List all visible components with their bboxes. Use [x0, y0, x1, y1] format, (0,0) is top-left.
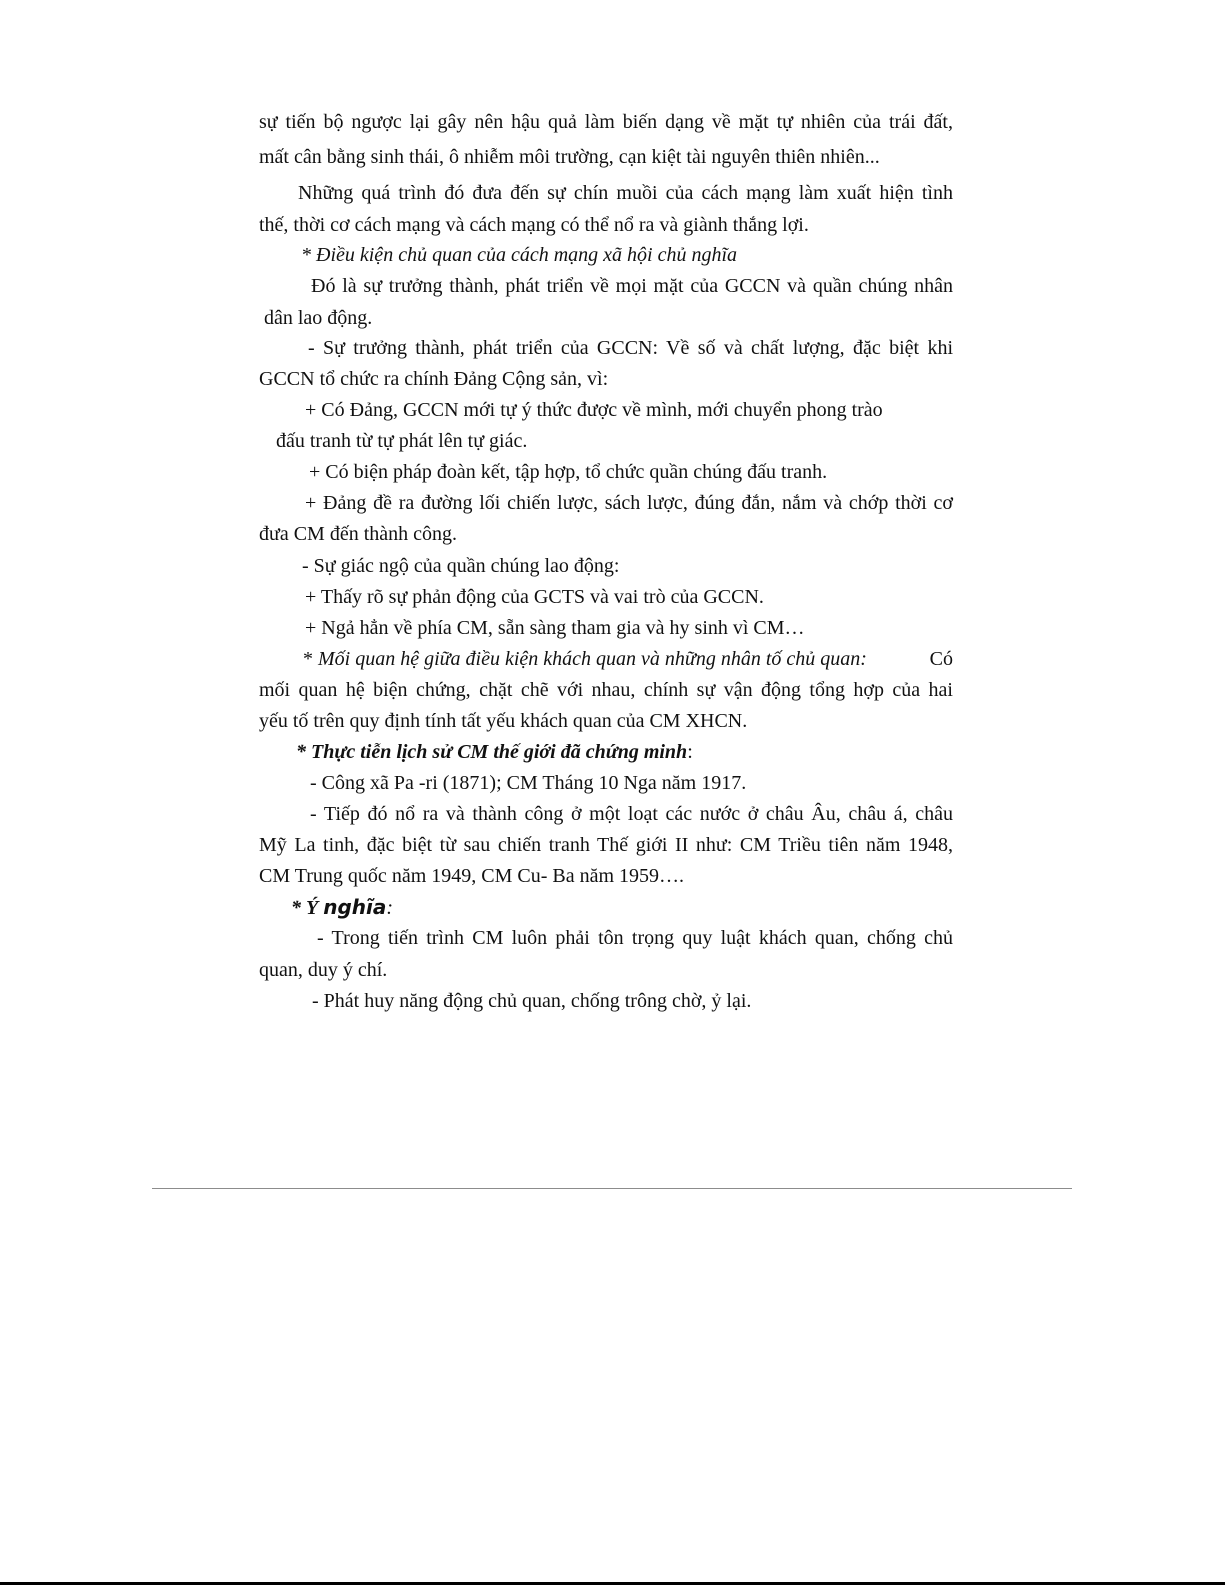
text-line: - Tiếp đó nổ ra và thành công ở một loạt các nước ở châu Âu, châu á, châu: [310, 803, 953, 825]
text-line: - Trong tiến trình CM luôn phải tôn trọng quy luật khách quan, chống chủ: [317, 927, 953, 949]
relation-heading: Mối quan hệ giữa điều kiện khách quan và những nhân tố chủ quan:: [318, 648, 867, 670]
relation-tail: Có: [919, 648, 953, 670]
text-line: Những quá trình đó đưa đến sự chín muồi của cách mạng làm xuất hiện tình: [298, 182, 953, 204]
text-line: CM Trung quốc năm 1949, CM Cu- Ba năm 1959….: [259, 865, 685, 887]
meaning-colon: :: [386, 897, 394, 919]
practice-colon: :: [687, 741, 693, 763]
text-line: - Sự giác ngộ của quần chúng lao động:: [302, 555, 620, 577]
text-line: GCCN tổ chức ra chính Đảng Cộng sản, vì:: [259, 368, 609, 390]
text-line: + Thấy rõ sự phản động của GCTS và vai trò của GCCN.: [305, 586, 764, 608]
practice-line: [296, 740, 693, 764]
text-line: sự tiến bộ ngược lại gây nên hậu quả làm biến dạng về mặt tự nhiên của trái đất,: [259, 111, 953, 133]
section-heading: * Điều kiện chủ quan của cách mạng xã hội chủ nghĩa: [301, 244, 738, 266]
text-line: - Sự trưởng thành, phát triển của GCCN: Về số và chất lượng, đặc biệt khi: [308, 337, 953, 359]
text-line: đưa CM đến thành công.: [259, 523, 458, 545]
text-line: + Ngả hẳn về phía CM, sẵn sàng tham gia và hy sinh vì CM…: [305, 617, 805, 639]
text-line: mối quan hệ biện chứng, chặt chẽ với nhau, chính sự vận động tổng hợp của hai: [259, 679, 953, 701]
relation-line: [303, 647, 953, 671]
footer-divider: [152, 1188, 1072, 1189]
text-line: - Phát huy năng động chủ quan, chống trông chờ, ỷ lại.: [312, 990, 752, 1012]
text-line: dân lao động.: [264, 307, 373, 329]
relation-marker: *: [303, 648, 318, 670]
text-line: đấu tranh từ tự phát lên tự giác.: [276, 430, 528, 452]
text-line: + Đảng đề ra đường lối chiến lược, sách lược, đúng đắn, nắm và chớp thời cơ: [305, 492, 953, 514]
text-line: quan, duy ý chí.: [259, 959, 388, 981]
text-line: mất cân bằng sinh thái, ô nhiễm môi trường, cạn kiệt tài nguyên thiên nhiên...: [259, 146, 880, 168]
meaning-word: nghĩa: [323, 895, 387, 919]
text-line: yếu tố trên quy định tính tất yếu khách quan của CM XHCN.: [259, 710, 748, 732]
text-line: thế, thời cơ cách mạng và cách mạng có thể nổ ra và giành thắng lợi.: [259, 214, 809, 236]
text-line: + Có Đảng, GCCN mới tự ý thức được về mình, mới chuyển phong trào: [305, 399, 883, 421]
meaning-star: * Ý: [291, 897, 324, 919]
practice-heading: * Thực tiễn lịch sử CM thế giới đã chứng minh: [296, 741, 688, 763]
meaning-line: [291, 895, 393, 920]
text-line: Mỹ La tinh, đặc biệt từ sau chiến tranh Thế giới II như: CM Triều tiên năm 1948,: [259, 834, 953, 856]
text-line: Đó là sự trưởng thành, phát triển về mọi mặt của GCCN và quần chúng nhân: [311, 275, 953, 297]
text-line: - Công xã Pa -ri (1871); CM Tháng 10 Nga năm 1917.: [310, 772, 747, 794]
text-line: + Có biện pháp đoàn kết, tập hợp, tổ chức quần chúng đấu tranh.: [309, 461, 828, 483]
